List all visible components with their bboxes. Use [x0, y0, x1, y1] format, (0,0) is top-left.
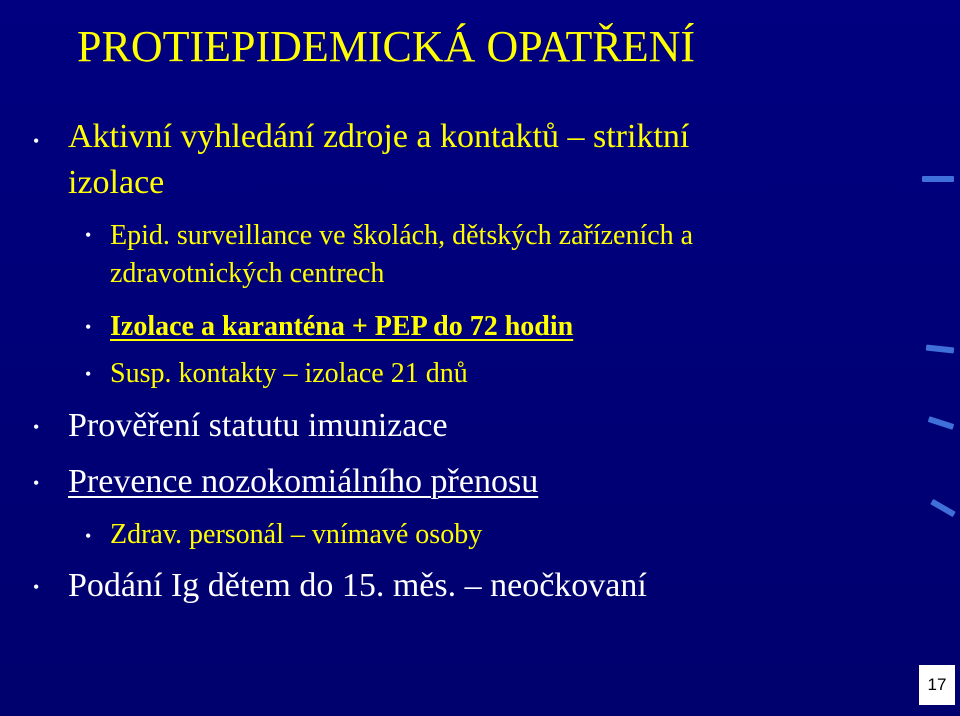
bullet-3: Izolace a karanténa + PEP do 72 hodin	[110, 311, 574, 342]
bullet-2-line-2: zdravotnických centrech	[110, 258, 385, 289]
bullet-dot: •	[33, 417, 40, 437]
bullet-dot: •	[33, 131, 40, 151]
bullet-dot: •	[85, 317, 92, 337]
slide-title: PROTIEPIDEMICKÁ OPATŘENÍ	[77, 22, 696, 71]
decorative-dash	[922, 176, 954, 182]
bullet-4: Susp. kontakty – izolace 21 dnů	[110, 358, 468, 389]
decorative-dash	[930, 499, 956, 517]
page-number: 17	[919, 665, 955, 705]
decorative-dash	[926, 345, 954, 354]
bullet-7: Zdrav. personál – vnímavé osoby	[110, 519, 483, 550]
bullet-8: Podání Ig dětem do 15. měs. – neočkovaní	[68, 567, 647, 604]
bullet-dot: •	[33, 473, 40, 493]
bullet-2-line-1: Epid. surveillance ve školách, dětských zařízeních a	[110, 220, 694, 251]
bullet-dot: •	[85, 364, 92, 384]
bullet-5: Prověření statutu imunizace	[68, 407, 448, 444]
bullet-dot: •	[33, 577, 40, 597]
bullet-dot: •	[85, 526, 92, 546]
bullet-1-line-2: izolace	[68, 164, 165, 201]
decorative-dash	[928, 416, 955, 430]
bullet-6: Prevence nozokomiálního přenosu	[68, 463, 539, 500]
bullet-dot: •	[85, 225, 92, 245]
bullet-1-line-1: Aktivní vyhledání zdroje a kontaktů – striktní	[68, 118, 690, 155]
